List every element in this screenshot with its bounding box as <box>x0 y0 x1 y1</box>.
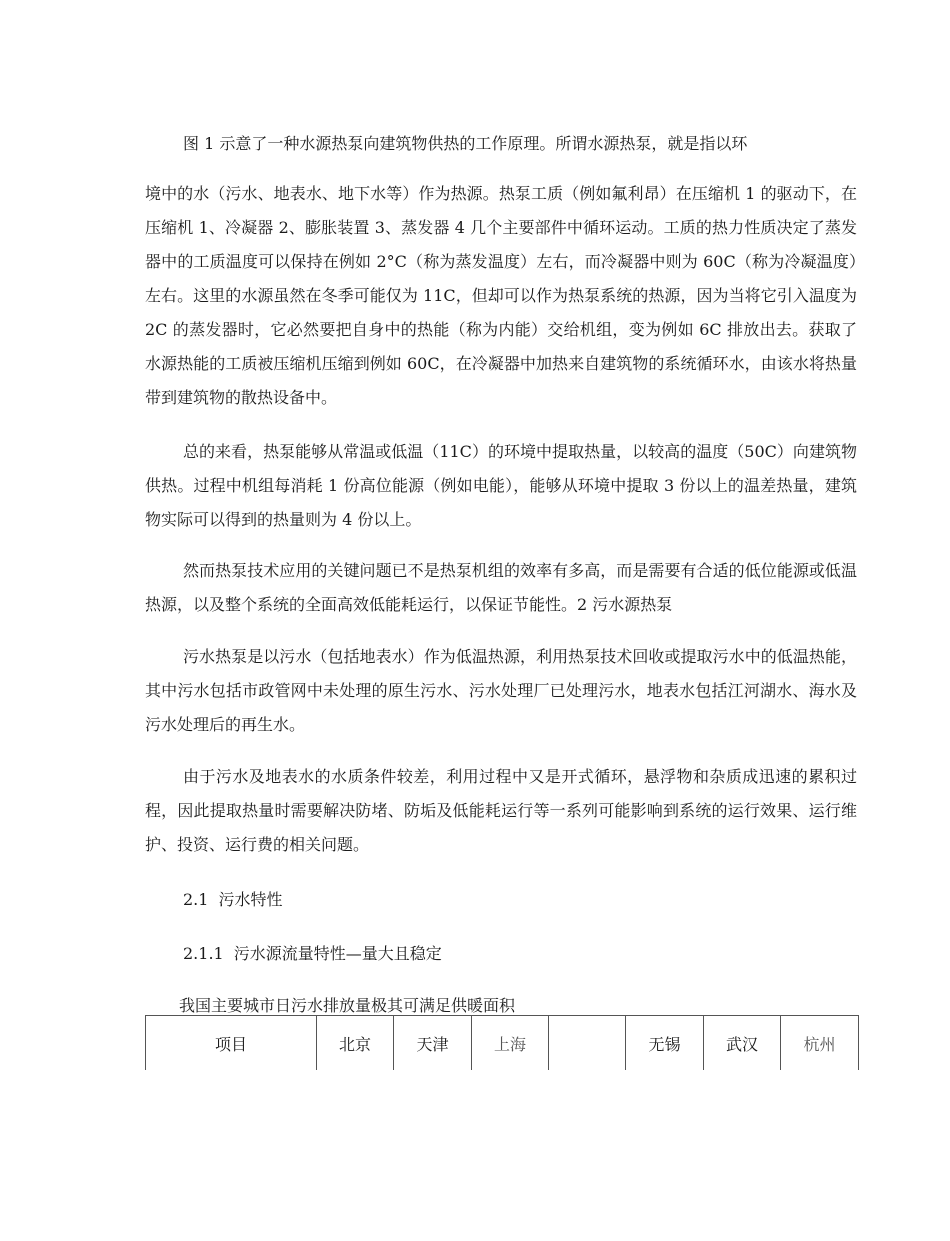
section-number: 2.1.1 <box>183 944 224 963</box>
table-header-cell: 上海 <box>472 1016 549 1071</box>
section-title: 污水特性 <box>218 890 283 909</box>
table-header-cell <box>549 1016 626 1071</box>
paragraph-2: 总的来看，热泵能够从常温或低温（11C）的环境中提取热量，以较高的温度（50C）向建筑物供热。过程中机组每消耗 1 份高位能源（例如电能），能够从环境中提取 3 份以上的温差热量，建筑物实际可以得到的热量则为 4 份以上。 <box>145 442 857 529</box>
city-sewage-table <box>145 1015 859 1070</box>
paragraph-4: 污水热泵是以污水（包括地表水）作为低温热源，利用热泵技术回收或提取污水中的低温热能，其中污水包括市政管网中未处理的原生污水、污水处理厂已处理污水，地表水包括江河湖水、海水及污水处理后的再生水。 <box>145 647 857 734</box>
paragraph-1-first-line: 图 1 示意了一种水源热泵向建筑物供热的工作原理。所谓水源热泵，就是指以环 <box>183 134 748 153</box>
table-header-cell: 北京 <box>317 1016 394 1071</box>
section-heading-2-1-1 <box>183 937 442 971</box>
paragraph-3: 然而热泵技术应用的关键问题已不是热泵机组的效率有多高，而是需要有合适的低位能源或低温热源，以及整个系统的全面高效低能耗运行，以保证节能性。2 污水源热泵 <box>145 561 857 614</box>
table-header-cell: 项目 <box>146 1016 317 1071</box>
table-header-cell: 天津 <box>394 1016 472 1071</box>
table-caption: 我国主要城市日污水排放量极其可满足供暖面积 <box>179 996 516 1015</box>
paragraph-1-body: 境中的水（污水、地表水、地下水等）作为热源。热泵工质（例如氟利昂）在压缩机 1 的驱动下，在压缩机 1、冷凝器 2、膨胀装置 3、蒸发器 4 几个主要部件中循环运动。工质的热力性质决定了蒸发器中的工质温度可以保持在例如 2°C（称为蒸发温度）左右，而冷凝器中则为 60C（称为冷凝温度）左右。这里的水源虽然在冬季可能仅为 11C，但却可以作为热泵系统的热源，因为当将它引入温度为 2C 的蒸发器时，它必然要把自身中的热能（称为内能）交给机组，变为例如 6C 排放出去。获取了水源热能的工质被压缩机压缩到例如 60C，在冷凝器中加热来自建筑物的系统循环水，由该水将热量带到建筑物的散热设备中。 <box>145 184 857 407</box>
table-header-cell: 武汉 <box>704 1016 781 1071</box>
paragraph-5: 由于污水及地表水的水质条件较差，利用过程中又是开式循环，悬浮物和杂质成迅速的累积过程，因此提取热量时需要解决防堵、防垢及低能耗运行等一系列可能影响到系统的运行效果、运行维护、投资、运行费的相关问题。 <box>145 767 857 854</box>
section-heading-2-1 <box>183 883 282 917</box>
section-title: 污水源流量特性—量大且稳定 <box>233 944 442 963</box>
table-header-cell: 无锡 <box>626 1016 704 1071</box>
table-header-row <box>146 1016 859 1071</box>
section-number: 2.1 <box>183 890 209 909</box>
table-header-cell: 杭州 <box>781 1016 859 1071</box>
